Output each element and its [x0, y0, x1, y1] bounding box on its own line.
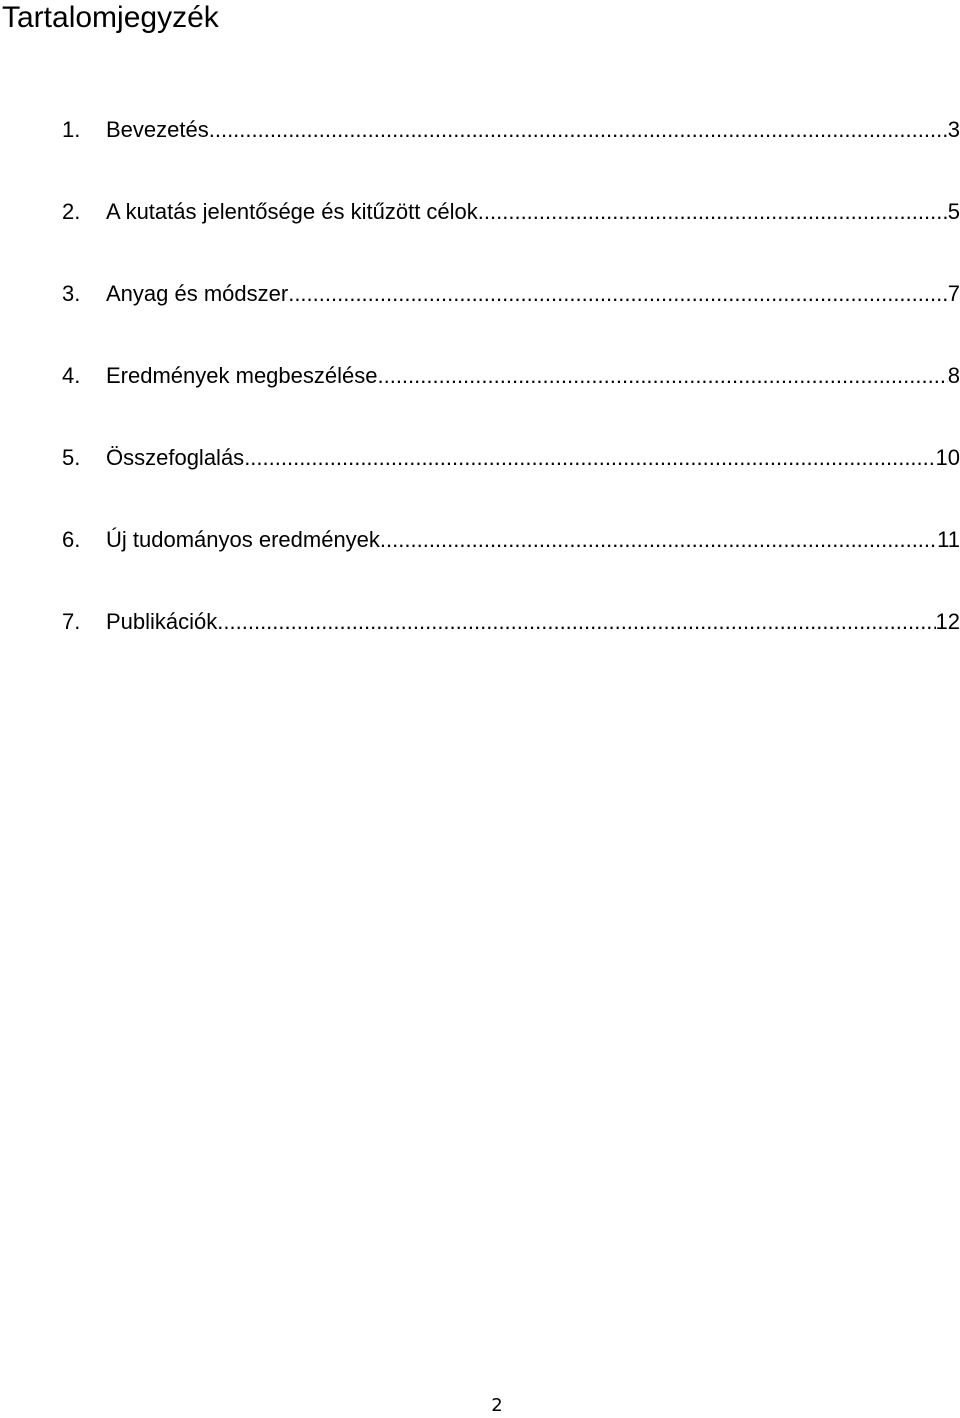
toc-entry-significance-and-goals[interactable] [62, 197, 960, 227]
toc-entry-materials-and-methods[interactable] [62, 279, 960, 309]
toc-entry-label: Összefoglalás [106, 445, 245, 470]
toc-entry-label: Bevezetés [106, 117, 209, 142]
toc-entry-page: 5 [947, 199, 960, 224]
toc-entry-label: A kutatás jelentősége és kitűzött célok [106, 199, 478, 224]
toc-dot-leader [217, 607, 935, 637]
toc-entry-label: Új tudományos eredmények [106, 527, 380, 552]
page-title: Tartalomjegyzék [2, 1, 219, 34]
toc-entry-label: Anyag és módszer [106, 281, 289, 306]
toc-dot-leader [377, 361, 947, 391]
toc-entry-number: 5. [62, 445, 81, 470]
toc-entry-results-discussion[interactable] [62, 361, 960, 391]
toc-dot-leader [380, 525, 937, 555]
toc-entry-introduction[interactable] [62, 115, 960, 145]
toc-entry-page: 8 [947, 363, 960, 388]
toc-entry-label: Publikációk [106, 609, 218, 634]
toc-dot-leader [244, 443, 935, 473]
toc-entry-number: 7. [62, 609, 81, 634]
toc-entry-new-scientific-results[interactable] [62, 525, 960, 555]
toc-entry-summary[interactable] [62, 443, 960, 473]
page-number: 2 [491, 1395, 503, 1416]
toc-entry-page: 11 [937, 527, 960, 552]
toc-entry-page: 3 [947, 117, 960, 142]
toc-entry-page: 12 [935, 609, 960, 634]
toc-entry-page: 10 [935, 445, 960, 470]
toc-dot-leader [288, 279, 948, 309]
toc-entry-number: 1. [62, 117, 81, 142]
toc-entry-number: 4. [62, 363, 81, 388]
toc-entry-number: 3. [62, 281, 81, 306]
toc-dot-leader [209, 115, 948, 145]
toc-entry-number: 2. [62, 199, 81, 224]
toc-entry-page: 7 [947, 281, 960, 306]
toc-entry-number: 6. [62, 527, 81, 552]
toc-dot-leader [478, 197, 948, 227]
toc-entry-label: Eredmények megbeszélése [106, 363, 378, 388]
toc-entry-publications[interactable] [62, 607, 960, 637]
